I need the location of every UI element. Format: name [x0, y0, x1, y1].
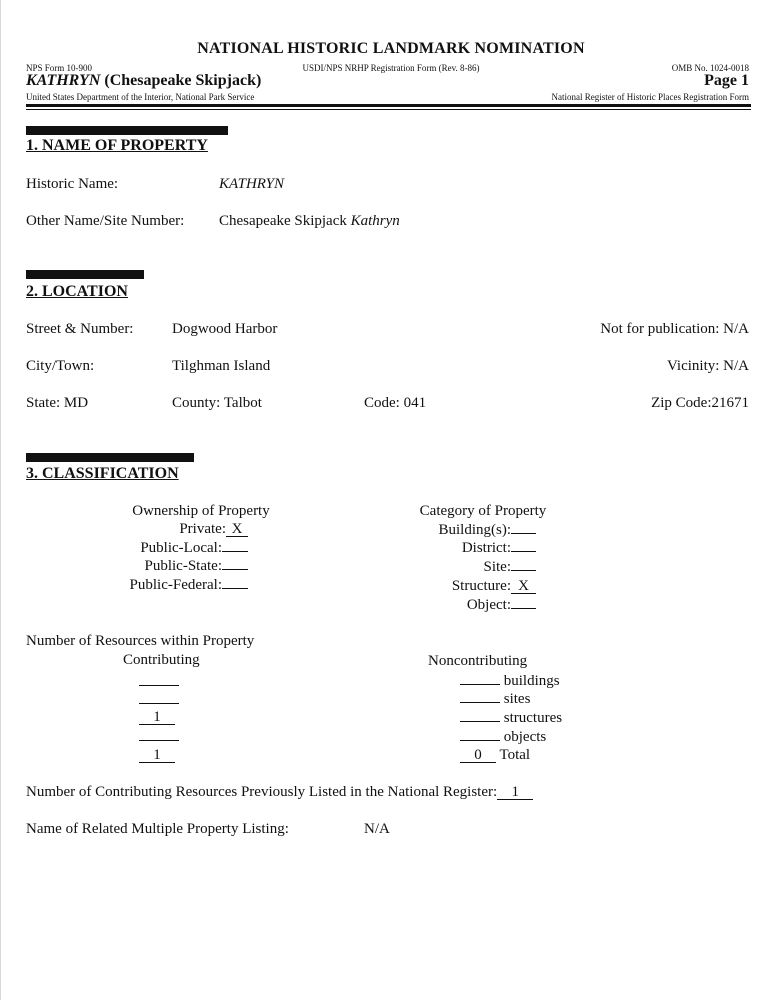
contributing-sites-blank — [139, 703, 179, 704]
object-label: Object: — [466, 597, 511, 613]
section-2-bar — [26, 270, 144, 279]
contributing-sites — [139, 692, 179, 709]
noncontributing-sites-blank — [460, 702, 500, 703]
county: County: Talbot — [172, 395, 262, 411]
zip-code: Zip Code:21671 — [651, 395, 749, 411]
noncontributing-buildings — [460, 673, 560, 690]
contributing-total — [139, 747, 175, 764]
header-rule-thin — [26, 109, 751, 110]
contributing-objects — [139, 729, 179, 746]
category-district — [462, 540, 536, 557]
building-blank — [511, 533, 536, 534]
contributing-total-value: 1 — [139, 748, 175, 763]
previously-listed-label: Number of Contributing Resources Previously Listed in the National Register: — [26, 784, 498, 800]
noncontributing-structures — [460, 710, 562, 727]
noncontributing-objects-blank — [460, 740, 500, 741]
ownership-public-federal — [130, 577, 248, 594]
form-title: NATIONAL HISTORIC LANDMARK NOMINATION — [197, 40, 585, 57]
not-for-publication: Not for publication: N/A — [600, 321, 749, 337]
total-label: Total — [499, 747, 531, 763]
other-name-italic: Kathryn — [350, 213, 400, 229]
code: Code: 041 — [364, 395, 427, 411]
building-label: Building(s): — [438, 522, 511, 538]
public-federal-blank — [222, 588, 248, 589]
registration-form-label: USDI/NPS NRHP Registration Form (Rev. 8-86) — [302, 63, 480, 73]
ownership-public-local — [140, 540, 248, 557]
noncontributing-buildings-blank — [460, 684, 500, 685]
previously-listed — [26, 784, 533, 801]
noncontributing-total-value: 0 — [460, 748, 496, 763]
section-3-bar — [26, 453, 194, 462]
category-building — [438, 522, 536, 539]
omb-number: OMB No. 1024-0018 — [671, 63, 749, 73]
vicinity: Vicinity: N/A — [666, 358, 749, 374]
register-form-label: National Register of Historic Places Registration Form — [551, 92, 749, 102]
contributing-buildings — [139, 674, 179, 691]
department-label: United States Department of the Interior, National Park Service — [26, 92, 255, 102]
structure-value: X — [511, 579, 536, 594]
district-label: District: — [461, 540, 511, 556]
noncontributing-structures-blank — [460, 721, 500, 722]
noncontributing-label: Noncontributing — [428, 653, 528, 669]
contributing-structures-value: 1 — [139, 710, 175, 725]
site-blank — [511, 570, 536, 571]
previously-listed-value: 1 — [497, 785, 533, 800]
street-label: Street & Number: — [26, 321, 134, 337]
category-object — [467, 597, 536, 614]
category-site — [483, 559, 536, 576]
public-federal-label: Public-Federal: — [129, 577, 222, 593]
street-value: Dogwood Harbor — [172, 321, 278, 337]
objects-label: objects — [503, 729, 547, 745]
section-1-bar — [26, 126, 228, 135]
sites-label: sites — [503, 691, 531, 707]
related-listing-label: Name of Related Multiple Property Listing: — [26, 821, 289, 837]
section-3-heading: 3. CLASSIFICATION — [26, 465, 179, 482]
section-1-heading: 1. NAME OF PROPERTY — [26, 137, 208, 154]
buildings-label: buildings — [503, 673, 560, 689]
city-label: City/Town: — [26, 358, 95, 374]
structures-label: structures — [503, 710, 563, 726]
private-value: X — [226, 522, 248, 537]
page-label: Page 1 — [704, 72, 749, 89]
resources-title: Number of Resources within Property — [26, 633, 255, 649]
noncontributing-total — [460, 747, 530, 764]
form-number: NPS Form 10-900 — [26, 63, 93, 73]
noncontributing-sites — [460, 691, 530, 708]
site-label: Site: — [483, 559, 511, 575]
contributing-structures — [139, 709, 175, 726]
district-blank — [511, 551, 536, 552]
public-state-label: Public-State: — [144, 558, 222, 574]
property-name-header — [26, 72, 261, 90]
category-title: Category of Property — [419, 503, 547, 519]
city-value: Tilghman Island — [172, 358, 271, 374]
header-rule-thick — [26, 104, 751, 107]
other-name-value — [219, 213, 400, 230]
public-local-blank — [222, 551, 248, 552]
other-name-text: Chesapeake Skipjack — [219, 213, 347, 229]
public-local-label: Public-Local: — [140, 540, 222, 556]
category-structure — [452, 578, 536, 595]
property-subtitle: (Chesapeake Skipjack) — [104, 72, 262, 89]
ownership-title: Ownership of Property — [132, 503, 270, 519]
property-name: KATHRYN — [26, 72, 101, 89]
noncontributing-objects — [460, 729, 546, 746]
state: State: MD — [26, 395, 89, 411]
contributing-label: Contributing — [123, 652, 200, 668]
historic-name-value: KATHRYN — [219, 176, 285, 192]
related-listing-value: N/A — [364, 821, 390, 837]
contributing-objects-blank — [139, 740, 179, 741]
ownership-private — [179, 521, 248, 538]
private-label: Private: — [179, 521, 226, 537]
public-state-blank — [222, 569, 248, 570]
section-2-heading: 2. LOCATION — [26, 283, 128, 300]
historic-name-label: Historic Name: — [26, 176, 119, 192]
other-name-label: Other Name/Site Number: — [26, 213, 185, 229]
object-blank — [511, 608, 536, 609]
structure-label: Structure: — [451, 578, 511, 594]
contributing-buildings-blank — [139, 685, 179, 686]
ownership-public-state — [145, 558, 249, 575]
